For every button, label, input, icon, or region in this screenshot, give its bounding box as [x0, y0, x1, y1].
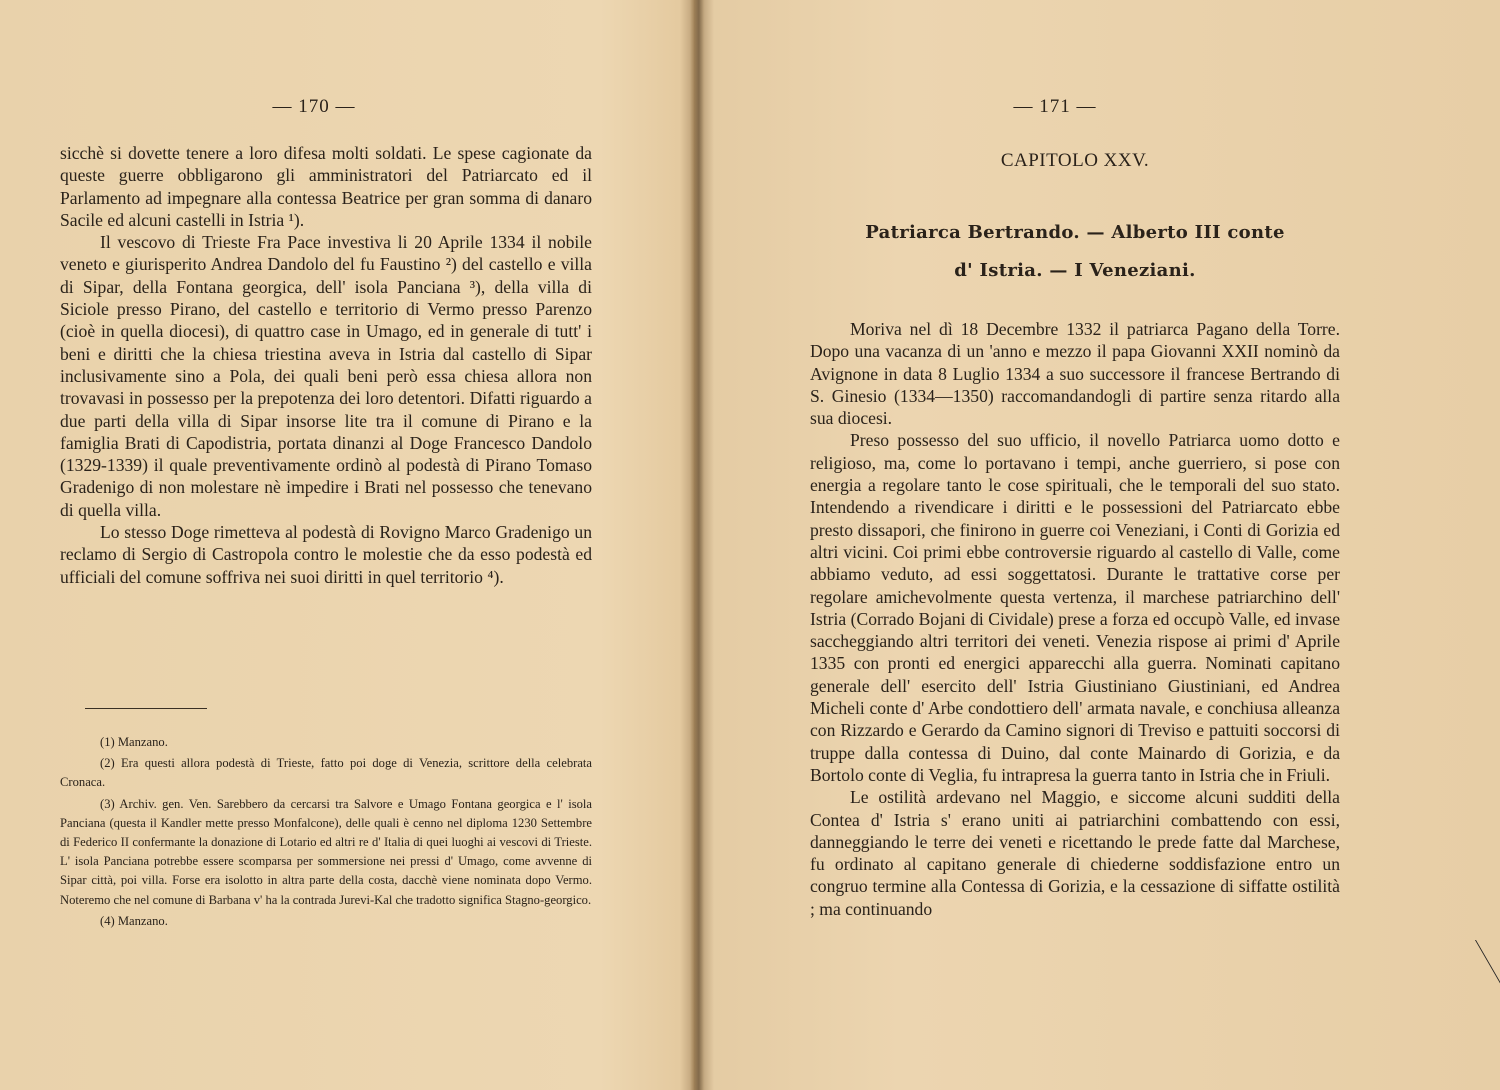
chapter-title [810, 214, 1340, 290]
page-edge-mark [1475, 940, 1500, 988]
footnote: (2) Era questi allora podestà di Trieste, fatto poi doge di Venezia, scrittore della celebrata Cronaca. [60, 756, 592, 790]
paragraph: Le ostilità ardevano nel Maggio, e siccome alcuni sudditi della Contea d' Istria s' erano uniti ai patriarchini combattendo con essi, danneggiando le terre dei veneti e ricettando le prede fatte dal Marchese, fu ordinato al capitano generale di chiederne soddisfazione entro un congruo termine alla Contessa di Gorizia, e la cessazione di siffatte ostilità ; ma continuando [810, 787, 1340, 919]
footnote: (4) Manzano. [100, 913, 168, 928]
left-page [60, 0, 592, 1090]
page-number: — 171 — [1013, 96, 1097, 117]
chapter-heading: CAPITOLO XXV. [1000, 150, 1150, 171]
footnotes [60, 733, 592, 933]
paragraph: Lo stesso Doge rimetteva al podestà di Rovigno Marco Gradenigo un reclamo di Sergio di Castropola contro le molestie che da esso podestà ed ufficiali del comune soffriva nei suoi diritti in quel territorio ⁴). [60, 522, 592, 587]
chapter-title-line: Patriarca Bertrando. — Alberto III conte [865, 222, 1285, 243]
book-gutter [680, 0, 714, 1090]
paragraph: Preso possesso del suo ufficio, il novello Patriarca uomo dotto e religioso, ma, come lo portavano i tempi, anche guerriero, si pose con energia a regolare tanto le cose spirituali, che le temporali del suo stato. Intendendo a rivendicare i diritti e le possessioni del Patriarcato ebbe presto dissapori, che finirono in guerre coi Veneziani, i Conti di Gorizia ed altri vicini. Coi primi ebbe controversie riguardo al castello di Valle, come abbiamo veduto, ad essi soggettatosi. Durante le trattative corse per regolare amichevolmente questa vertenza, il marchese patriarchino dell' Istria (Corrado Bojani di Cividale) prese a forza ed occupò Valle, ed invase saccheggiando altri territori dei veneti. Venezia rispose ai primi d' Aprile 1335 con pronti ed energici apparecchi alla guerra. Nominati capitano generale dell' esercito dell' Istria Giustiniano Giustiniani, ed Andrea Micheli conte d' Arbe condottiero dell' armata navale, e conchiusa alleanza con Rizzardo e Gerardo da Camino signori di Treviso e pattuiti soccorsi di truppe dalla contessa di Duino, dal conte Mainardo di Gorizia, e da Bortolo conte di Veglia, fu intrapresa la guerra tanto in Istria che in Friuli. [810, 430, 1340, 785]
paragraph: Moriva nel dì 18 Decembre 1332 il patriarca Pagano della Torre. Dopo una vacanza di un 'anno e mezzo il papa Giovanni XXII nominò da Avignone in data 8 Luglio 1334 a suo successore il francese Bertrando di S. Ginesio (1334—1350) raccomandandogli di partire senza ritardo alla sua diocesi. [810, 319, 1340, 429]
footnote-rule [85, 708, 207, 709]
body-text [60, 142, 592, 588]
paragraph: Il vescovo di Trieste Fra Pace investiva li 20 Aprile 1334 il nobile veneto e giurisperito Andrea Dandolo del fu Faustino ²) del castello e villa di Sipar, della Fontana georgica, dell' isola Panciana ³), della villa di Siciole presso Pirano, del castello e territorio di Vermo presso Parenzo (cioè in quella diocesi), di quattro case in Umago, ed in generale di tutt' i beni e diritti che la chiesa triestina aveva in Istria dal castello di Sipar inclusivamente sino a Pola, dei quali beni però essa chiesa allora non trovavasi in possesso per la prepotenza dei loro detentori. Difatti riguardo a due parti della villa di Sipar insorse lite tra il comune di Pirano e la famiglia Brati di Capodistria, portata dinanzi al Doge Francesco Dandolo (1329-1339) il quale preventivamente ordinò al podestà di Pirano Tomaso Gradenigo di non molestare nè impedire i Brati nel possesso che tenevano di quella villa. [60, 232, 592, 520]
chapter-title-line: d' Istria. — I Veneziani. [954, 260, 1196, 281]
footnote: (3) Archiv. gen. Ven. Sarebbero da cercarsi tra Salvore e Umago Fontana georgica e l' isola Panciana (questa il Kandler mette presso Monfalcone), delle quali è cenno nel diploma 1230 Settembre di Federico II confermante la donazione di Lotario ed altri re d' Italia di quei luoghi ai vescovi di Trieste. L' isola Panciana potrebbe essere scomparsa per sommersione nei pressi d' Umago, come avvenne di Sipar città, poi villa. Forse era isolotto in altra parte della costa, dacchè viene nominata dopo Vermo. Noteremo che nel comune di Barbana v' ha la contrada Jurevi-Kal che tradotto significa Stagno-georgico. [60, 796, 592, 907]
paragraph: sicchè si dovette tenere a loro difesa molti soldati. Le spese cagionate da queste guerre obbligarono gli amministratori del Patriarcato ed il Parlamento ad impegnare alla contessa Beatrice per gran somma di danaro Sacile ed alcuni castelli in Istria ¹). [60, 143, 592, 230]
footnote: (1) Manzano. [100, 735, 168, 749]
body-text [810, 318, 1340, 920]
page-number: — 170 — [272, 96, 356, 117]
right-page [810, 0, 1340, 1090]
